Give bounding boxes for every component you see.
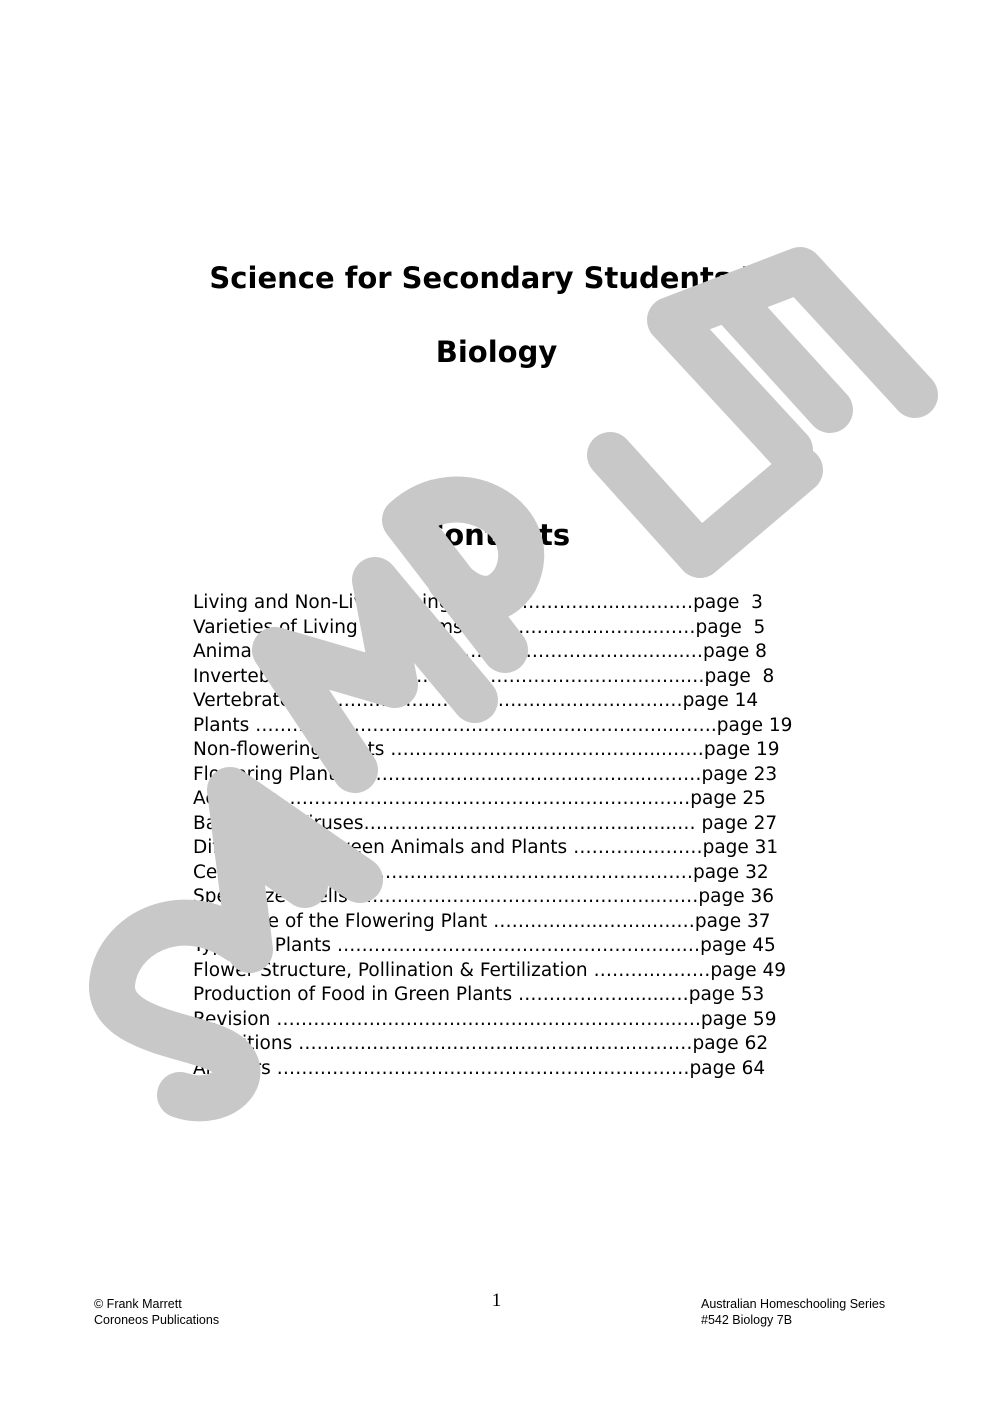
toc-entry: Answers …………………………………………….……………page 64 — [193, 1057, 766, 1079]
toc-entry: Structure of the Flowering Plant ……………...……..….…page 37 — [193, 910, 771, 932]
toc-entry: Animals……………………………………………………..…...…page 8 — [193, 641, 767, 662]
toc-entry: Revision ………………………………………………………..….page 59 — [193, 1008, 777, 1030]
toc-entry: Non-flowering Plants ……………………………………...……page 19 — [193, 739, 780, 760]
page-number: 1 — [491, 1290, 502, 1311]
contents-heading: Contents — [422, 518, 571, 552]
copyright-text: © Frank Marrett — [94, 1297, 182, 1311]
toc-entry: Definitions ……………………………………………….………page 62 — [193, 1033, 769, 1054]
toc-entry: Vertebrates ………………………………………….…………page 14 — [193, 690, 759, 711]
table-of-contents — [193, 591, 805, 1081]
toc-entry: Cells ……………………………………………………….………page 32 — [193, 861, 769, 883]
catalog-number: #542 Biology 7B — [701, 1313, 793, 1327]
toc-entry: Types of Plants ………………………………………………..…page 45 — [193, 935, 776, 956]
toc-entry: Specialized Cells …………………………………………..……page 36 — [193, 886, 774, 907]
toc-entry: Activities …………………………………………………………page 25 — [193, 788, 766, 809]
toc-entry: Plants …………………………………………………………..…….page 19 — [193, 714, 793, 736]
subject-title: Biology — [435, 335, 558, 369]
publisher-text: Coroneos Publications — [94, 1313, 220, 1327]
footer-right — [701, 1296, 885, 1328]
book-title: Science for Secondary Students 7B — [209, 261, 784, 295]
toc-entry: Differences Between Animals and Plants …………………page 31 — [193, 837, 779, 858]
toc-entry: Production of Food in Green Plants ……………….......…page 53 — [193, 984, 765, 1005]
toc-entry: Invertebrates ……………………………………..…….……..…page 8 — [193, 665, 775, 687]
toc-entry: Flowering Plants ………………………………………...………page 23 — [193, 763, 778, 785]
toc-entry: Living and Non-Living Things……………………..…..….…page 3 — [193, 592, 763, 613]
series-text: Australian Homeschooling Series — [701, 1297, 886, 1311]
toc-entry: Varieties of Living Organisms…………………..……...……page 5 — [193, 616, 766, 638]
toc-entry: Bacteria & Viruses…………………………………………...… page 27 — [193, 812, 778, 834]
toc-entry: Flower Structure, Pollination & Fertilization ……….………page 49 — [193, 959, 787, 981]
